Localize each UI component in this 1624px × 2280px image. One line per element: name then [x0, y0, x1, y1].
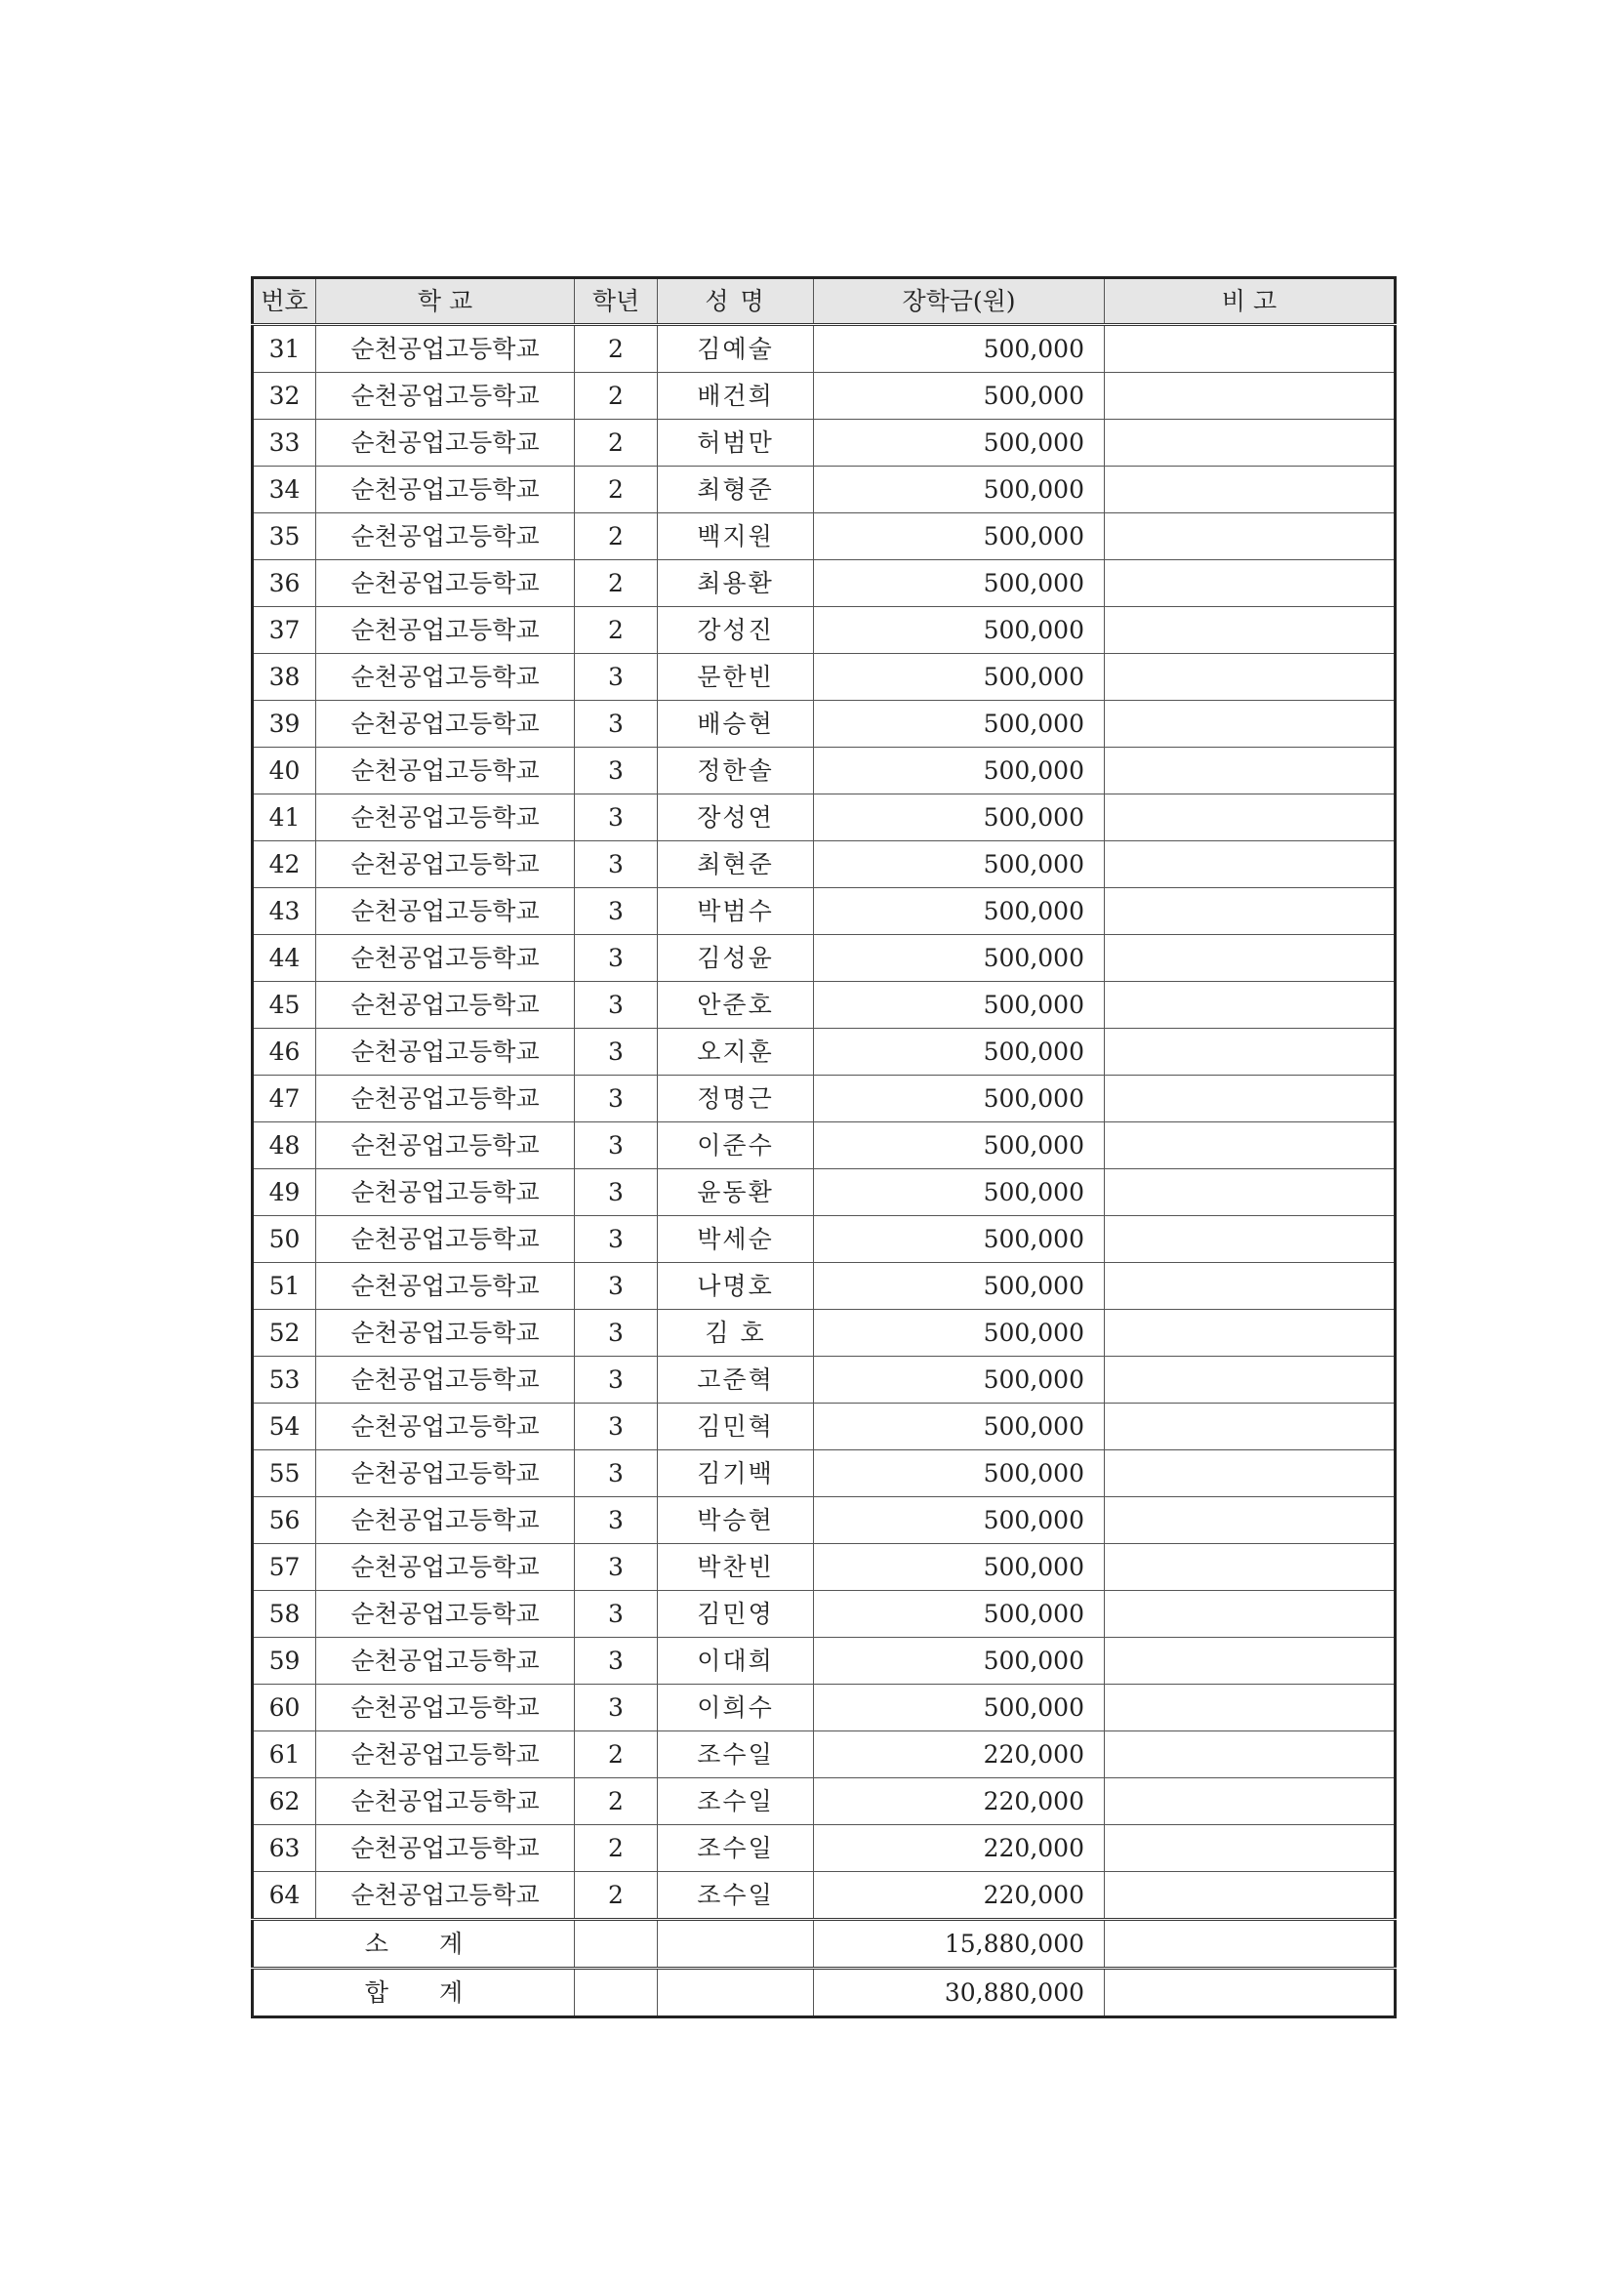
cell-grade: 2	[575, 513, 658, 560]
cell-name: 박승현	[658, 1497, 814, 1544]
cell-name: 최현준	[658, 841, 814, 888]
cell-amount: 500,000	[814, 794, 1105, 841]
cell-name: 이준수	[658, 1122, 814, 1169]
table-row	[253, 982, 1396, 1029]
table-row	[253, 513, 1396, 560]
cell-note	[1105, 701, 1396, 748]
cell-school: 순천공업고등학교	[316, 513, 575, 560]
table-row	[253, 325, 1396, 373]
table-row	[253, 1169, 1396, 1216]
cell-note	[1105, 888, 1396, 935]
cell-grade: 3	[575, 1169, 658, 1216]
cell-no: 54	[253, 1404, 316, 1450]
table-row	[253, 1544, 1396, 1591]
cell-amount: 500,000	[814, 748, 1105, 794]
cell-school: 순천공업고등학교	[316, 1778, 575, 1825]
cell-no: 38	[253, 654, 316, 701]
cell-grade: 3	[575, 1404, 658, 1450]
cell-note	[1105, 420, 1396, 467]
cell-no: 61	[253, 1731, 316, 1778]
cell-note	[1105, 1122, 1396, 1169]
cell-name: 김민영	[658, 1591, 814, 1638]
cell-note	[1105, 1169, 1396, 1216]
table-row	[253, 420, 1396, 467]
cell-school: 순천공업고등학교	[316, 1825, 575, 1872]
cell-no: 58	[253, 1591, 316, 1638]
cell-no: 51	[253, 1263, 316, 1310]
cell-amount: 500,000	[814, 1122, 1105, 1169]
cell-amount: 500,000	[814, 982, 1105, 1029]
scholarship-table	[251, 276, 1397, 2018]
cell-grade: 2	[575, 325, 658, 373]
cell-no: 43	[253, 888, 316, 935]
cell-grade: 2	[575, 1778, 658, 1825]
cell-amount: 500,000	[814, 1544, 1105, 1591]
cell-no: 63	[253, 1825, 316, 1872]
cell-note	[1105, 373, 1396, 420]
cell-school: 순천공업고등학교	[316, 1404, 575, 1450]
cell-no: 46	[253, 1029, 316, 1076]
cell-grade: 2	[575, 607, 658, 654]
subtotal-label: 소 계	[253, 1920, 575, 1969]
cell-note	[1105, 1216, 1396, 1263]
cell-no: 31	[253, 325, 316, 373]
cell-grade: 3	[575, 1122, 658, 1169]
cell-amount: 500,000	[814, 841, 1105, 888]
cell-amount: 500,000	[814, 1638, 1105, 1685]
cell-school: 순천공업고등학교	[316, 1263, 575, 1310]
cell-name: 배건희	[658, 373, 814, 420]
cell-school: 순천공업고등학교	[316, 1076, 575, 1122]
cell-note	[1105, 1404, 1396, 1450]
table-row	[253, 1450, 1396, 1497]
cell-no: 36	[253, 560, 316, 607]
cell-grade: 3	[575, 1450, 658, 1497]
cell-amount: 500,000	[814, 888, 1105, 935]
cell-note	[1105, 1497, 1396, 1544]
cell-name: 문한빈	[658, 654, 814, 701]
cell-school: 순천공업고등학교	[316, 420, 575, 467]
cell-no: 64	[253, 1872, 316, 1920]
cell-amount: 500,000	[814, 935, 1105, 982]
cell-note	[1105, 654, 1396, 701]
cell-grade: 3	[575, 701, 658, 748]
cell-school: 순천공업고등학교	[316, 888, 575, 935]
cell-name: 나명호	[658, 1263, 814, 1310]
cell-name: 박세순	[658, 1216, 814, 1263]
table-row	[253, 1638, 1396, 1685]
total-label: 합 계	[253, 1969, 575, 2017]
table-row	[253, 841, 1396, 888]
cell-school: 순천공업고등학교	[316, 654, 575, 701]
cell-name: 이희수	[658, 1685, 814, 1731]
cell-no: 41	[253, 794, 316, 841]
cell-amount: 500,000	[814, 1685, 1105, 1731]
cell-note	[1105, 467, 1396, 513]
cell-amount: 500,000	[814, 513, 1105, 560]
cell-amount: 500,000	[814, 325, 1105, 373]
cell-school: 순천공업고등학교	[316, 1591, 575, 1638]
header-no: 번호	[253, 278, 316, 325]
cell-amount: 500,000	[814, 373, 1105, 420]
cell-school: 순천공업고등학교	[316, 1122, 575, 1169]
table-row	[253, 1825, 1396, 1872]
cell-amount: 500,000	[814, 1404, 1105, 1450]
cell-note	[1105, 1591, 1396, 1638]
cell-name: 김성윤	[658, 935, 814, 982]
cell-amount: 500,000	[814, 1076, 1105, 1122]
subtotal-grade-empty	[575, 1920, 658, 1969]
cell-amount: 220,000	[814, 1731, 1105, 1778]
cell-school: 순천공업고등학교	[316, 935, 575, 982]
cell-name: 김민혁	[658, 1404, 814, 1450]
cell-no: 35	[253, 513, 316, 560]
cell-name: 이대희	[658, 1638, 814, 1685]
cell-grade: 3	[575, 1357, 658, 1404]
table-row	[253, 607, 1396, 654]
header-note: 비 고	[1105, 278, 1396, 325]
cell-no: 50	[253, 1216, 316, 1263]
cell-school: 순천공업고등학교	[316, 607, 575, 654]
table-row	[253, 1076, 1396, 1122]
cell-school: 순천공업고등학교	[316, 467, 575, 513]
cell-note	[1105, 1544, 1396, 1591]
cell-no: 52	[253, 1310, 316, 1357]
cell-school: 순천공업고등학교	[316, 982, 575, 1029]
cell-note	[1105, 935, 1396, 982]
table-row	[253, 654, 1396, 701]
cell-grade: 3	[575, 654, 658, 701]
cell-note	[1105, 325, 1396, 373]
cell-name: 오지훈	[658, 1029, 814, 1076]
cell-amount: 500,000	[814, 467, 1105, 513]
subtotal-note-empty	[1105, 1920, 1396, 1969]
table-row	[253, 1310, 1396, 1357]
cell-school: 순천공업고등학교	[316, 1029, 575, 1076]
cell-grade: 3	[575, 935, 658, 982]
cell-note	[1105, 1310, 1396, 1357]
cell-grade: 3	[575, 1591, 658, 1638]
scholarship-sheet	[251, 276, 1397, 2018]
cell-school: 순천공업고등학교	[316, 373, 575, 420]
cell-name: 장성연	[658, 794, 814, 841]
cell-name: 김기백	[658, 1450, 814, 1497]
table-row	[253, 1872, 1396, 1920]
cell-name: 안준호	[658, 982, 814, 1029]
cell-note	[1105, 513, 1396, 560]
cell-no: 62	[253, 1778, 316, 1825]
cell-name: 조수일	[658, 1731, 814, 1778]
table-row	[253, 1685, 1396, 1731]
cell-name: 김예술	[658, 325, 814, 373]
cell-name: 백지원	[658, 513, 814, 560]
cell-no: 39	[253, 701, 316, 748]
total-note-empty	[1105, 1969, 1396, 2017]
table-row	[253, 1591, 1396, 1638]
cell-grade: 3	[575, 1029, 658, 1076]
cell-no: 32	[253, 373, 316, 420]
cell-name: 조수일	[658, 1778, 814, 1825]
cell-name: 김 호	[658, 1310, 814, 1357]
table-row	[253, 1357, 1396, 1404]
cell-name: 박찬빈	[658, 1544, 814, 1591]
cell-school: 순천공업고등학교	[316, 1638, 575, 1685]
cell-school: 순천공업고등학교	[316, 325, 575, 373]
cell-amount: 500,000	[814, 1216, 1105, 1263]
cell-grade: 3	[575, 841, 658, 888]
cell-amount: 500,000	[814, 1357, 1105, 1404]
cell-no: 33	[253, 420, 316, 467]
cell-note	[1105, 1450, 1396, 1497]
cell-grade: 3	[575, 794, 658, 841]
cell-grade: 3	[575, 888, 658, 935]
cell-no: 48	[253, 1122, 316, 1169]
cell-amount: 500,000	[814, 1591, 1105, 1638]
header-grade: 학년	[575, 278, 658, 325]
table-row	[253, 748, 1396, 794]
cell-amount: 500,000	[814, 1310, 1105, 1357]
cell-grade: 2	[575, 1825, 658, 1872]
table-row	[253, 373, 1396, 420]
cell-amount: 500,000	[814, 1497, 1105, 1544]
cell-no: 49	[253, 1169, 316, 1216]
header-school: 학 교	[316, 278, 575, 325]
cell-amount: 500,000	[814, 654, 1105, 701]
table-row	[253, 1731, 1396, 1778]
cell-no: 44	[253, 935, 316, 982]
cell-no: 57	[253, 1544, 316, 1591]
cell-name: 강성진	[658, 607, 814, 654]
table-row	[253, 1404, 1396, 1450]
table-row	[253, 1497, 1396, 1544]
total-name-empty	[658, 1969, 814, 2017]
table-row	[253, 935, 1396, 982]
cell-amount: 500,000	[814, 420, 1105, 467]
cell-name: 배승현	[658, 701, 814, 748]
table-body	[253, 325, 1396, 1920]
cell-grade: 3	[575, 1216, 658, 1263]
cell-note	[1105, 982, 1396, 1029]
cell-note	[1105, 841, 1396, 888]
cell-name: 최형준	[658, 467, 814, 513]
cell-no: 45	[253, 982, 316, 1029]
cell-grade: 3	[575, 1310, 658, 1357]
cell-school: 순천공업고등학교	[316, 1872, 575, 1920]
cell-note	[1105, 1731, 1396, 1778]
cell-note	[1105, 1263, 1396, 1310]
cell-grade: 3	[575, 1076, 658, 1122]
cell-amount: 500,000	[814, 1263, 1105, 1310]
cell-note	[1105, 1638, 1396, 1685]
cell-no: 59	[253, 1638, 316, 1685]
cell-school: 순천공업고등학교	[316, 841, 575, 888]
cell-note	[1105, 560, 1396, 607]
cell-school: 순천공업고등학교	[316, 794, 575, 841]
cell-school: 순천공업고등학교	[316, 1216, 575, 1263]
cell-note	[1105, 1357, 1396, 1404]
cell-note	[1105, 1872, 1396, 1920]
cell-amount: 220,000	[814, 1872, 1105, 1920]
cell-no: 56	[253, 1497, 316, 1544]
cell-no: 40	[253, 748, 316, 794]
cell-note	[1105, 1076, 1396, 1122]
cell-note	[1105, 748, 1396, 794]
cell-amount: 500,000	[814, 701, 1105, 748]
table-row	[253, 888, 1396, 935]
cell-school: 순천공업고등학교	[316, 1685, 575, 1731]
header-row	[253, 278, 1396, 325]
subtotal-row	[253, 1920, 1396, 1969]
table-row	[253, 1122, 1396, 1169]
cell-school: 순천공업고등학교	[316, 1310, 575, 1357]
table-row	[253, 467, 1396, 513]
total-amount: 30,880,000	[814, 1969, 1105, 2017]
cell-note	[1105, 1825, 1396, 1872]
cell-grade: 3	[575, 748, 658, 794]
cell-no: 34	[253, 467, 316, 513]
table-row	[253, 560, 1396, 607]
cell-grade: 3	[575, 1638, 658, 1685]
cell-amount: 220,000	[814, 1778, 1105, 1825]
cell-no: 53	[253, 1357, 316, 1404]
cell-no: 47	[253, 1076, 316, 1122]
cell-name: 윤동환	[658, 1169, 814, 1216]
cell-school: 순천공업고등학교	[316, 1497, 575, 1544]
header-amount: 장학금(원)	[814, 278, 1105, 325]
cell-school: 순천공업고등학교	[316, 1544, 575, 1591]
cell-school: 순천공업고등학교	[316, 701, 575, 748]
table-row	[253, 1778, 1396, 1825]
cell-school: 순천공업고등학교	[316, 1169, 575, 1216]
cell-name: 박범수	[658, 888, 814, 935]
cell-grade: 2	[575, 373, 658, 420]
cell-no: 37	[253, 607, 316, 654]
cell-note	[1105, 607, 1396, 654]
cell-grade: 3	[575, 1544, 658, 1591]
cell-grade: 2	[575, 467, 658, 513]
cell-note	[1105, 1685, 1396, 1731]
cell-school: 순천공업고등학교	[316, 748, 575, 794]
cell-no: 42	[253, 841, 316, 888]
cell-note	[1105, 1029, 1396, 1076]
cell-amount: 500,000	[814, 1169, 1105, 1216]
cell-grade: 3	[575, 1685, 658, 1731]
cell-no: 55	[253, 1450, 316, 1497]
cell-name: 최용환	[658, 560, 814, 607]
cell-school: 순천공업고등학교	[316, 1357, 575, 1404]
cell-name: 정명근	[658, 1076, 814, 1122]
subtotal-name-empty	[658, 1920, 814, 1969]
table-row	[253, 1216, 1396, 1263]
total-grade-empty	[575, 1969, 658, 2017]
cell-amount: 220,000	[814, 1825, 1105, 1872]
cell-grade: 2	[575, 420, 658, 467]
table-row	[253, 1263, 1396, 1310]
cell-name: 조수일	[658, 1872, 814, 1920]
cell-amount: 500,000	[814, 607, 1105, 654]
table-row	[253, 794, 1396, 841]
table-row	[253, 701, 1396, 748]
cell-grade: 3	[575, 982, 658, 1029]
cell-name: 고준혁	[658, 1357, 814, 1404]
cell-school: 순천공업고등학교	[316, 1731, 575, 1778]
cell-amount: 500,000	[814, 560, 1105, 607]
cell-amount: 500,000	[814, 1029, 1105, 1076]
cell-grade: 3	[575, 1497, 658, 1544]
cell-name: 정한솔	[658, 748, 814, 794]
cell-grade: 2	[575, 1731, 658, 1778]
cell-school: 순천공업고등학교	[316, 1450, 575, 1497]
cell-grade: 3	[575, 1263, 658, 1310]
table-row	[253, 1029, 1396, 1076]
header-name: 성 명	[658, 278, 814, 325]
cell-amount: 500,000	[814, 1450, 1105, 1497]
subtotal-amount: 15,880,000	[814, 1920, 1105, 1969]
cell-grade: 2	[575, 1872, 658, 1920]
cell-note	[1105, 794, 1396, 841]
cell-grade: 2	[575, 560, 658, 607]
cell-note	[1105, 1778, 1396, 1825]
cell-no: 60	[253, 1685, 316, 1731]
total-row	[253, 1969, 1396, 2017]
cell-name: 조수일	[658, 1825, 814, 1872]
cell-school: 순천공업고등학교	[316, 560, 575, 607]
cell-name: 허범만	[658, 420, 814, 467]
